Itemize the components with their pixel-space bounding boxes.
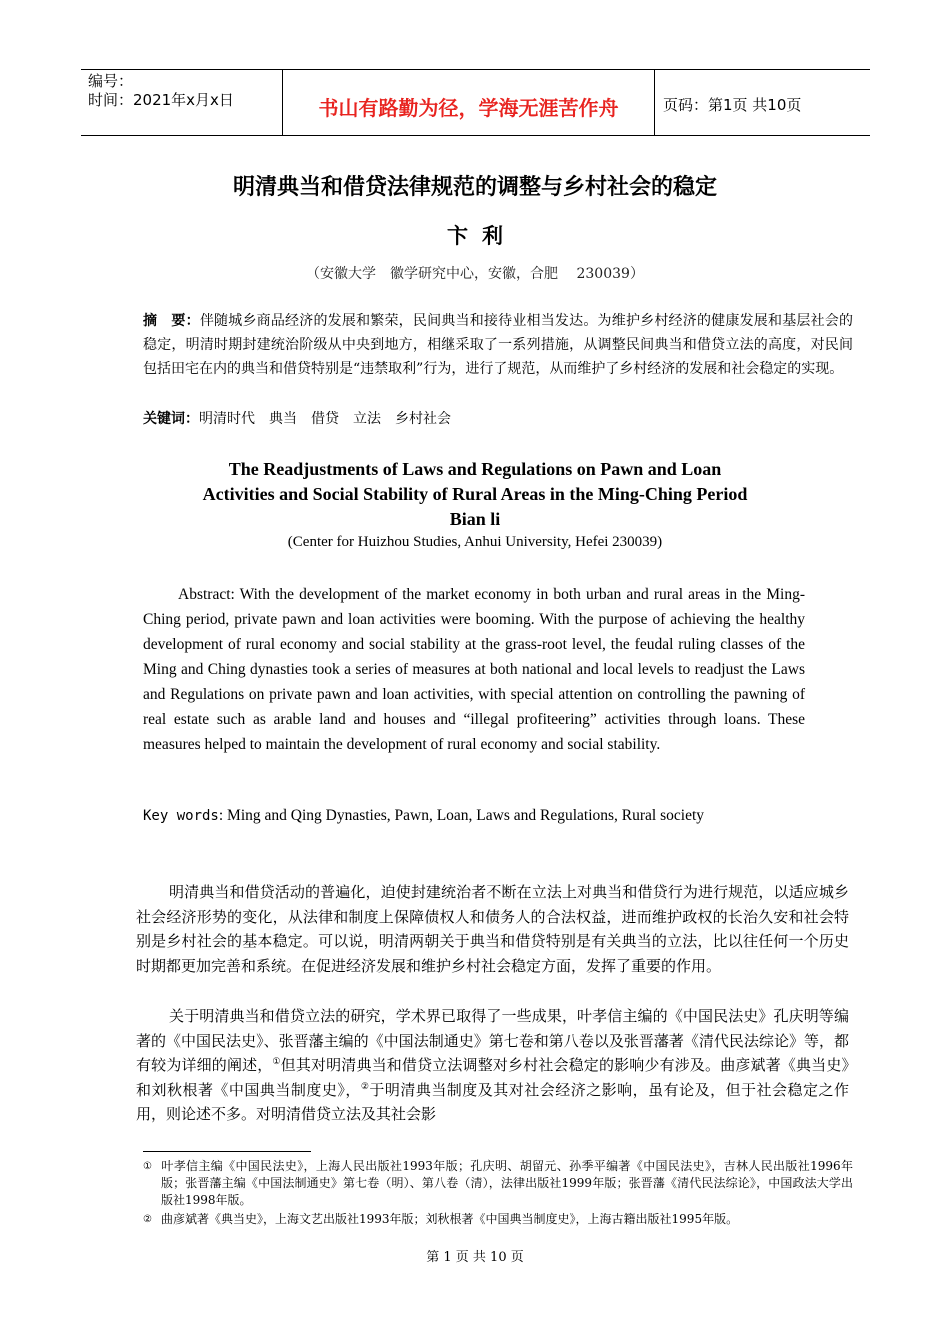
- footnote-2-mark: ②: [143, 1214, 152, 1225]
- footnote-1: [143, 1158, 853, 1209]
- footnote-2: [143, 1211, 853, 1228]
- keywords-en-label: Key words: [143, 808, 219, 824]
- author-en: Bian li: [449, 509, 501, 529]
- keywords-en-text: : Ming and Qing Dynasties, Pawn, Loan, Laws and Regulations, Rural society: [218, 807, 705, 824]
- body-paragraph-1: 明清典当和借贷活动的普遍化，迫使封建统治者不断在立法上对典当和借贷行为进行规范，以适应城乡社会经济形势的变化，从法律和制度上保障债权人和债务人的合法权益，进而维护政权的长治久安和社会特别是乡村社会的基本稳定。可以说，明清两朝关于典当和借贷特别是有关典当的立法，比以往任何一个历史时期都更加完善和系统。在促进经济发展和维护乡村社会稳定方面，发挥了重要的作用。: [136, 883, 849, 975]
- footnote-ref-2[interactable]: ②: [360, 1081, 370, 1092]
- header-motto: 书山有路勤为径，学海无涯苦作舟: [318, 96, 619, 120]
- header-divider-right: [654, 69, 655, 136]
- header-date: 时间：2021年x月x日: [88, 91, 234, 109]
- footnote-separator: [143, 1151, 311, 1152]
- keywords-cn: [143, 408, 853, 430]
- abstract-cn-text: 伴随城乡商品经济的发展和繁荣，民间典当和接待业相当发达。为维护乡村经济的健康发展和基层社会的稳定，明清时期封建统治阶级从中央到地方，相继采取了一系列措施，从调整民间典当和借贷立法的高度，对民间包括田宅在内的典当和借贷特别是“违禁取利”行为，进行了规范，从而维护了乡村经济的发展和社会稳定的实现。: [143, 313, 854, 377]
- header-top-rule: [81, 69, 870, 70]
- title-en-line2: Activities and Social Stability of Rural Areas in the Ming-Ching Period: [202, 484, 748, 504]
- keywords-cn-text: 明清时代 典当 借贷 立法 乡村社会: [199, 411, 451, 427]
- abstract-cn-label: 摘 要：: [143, 313, 200, 329]
- body-p2-part-b: 但其对明清典当和借贷立法调整对乡村社会稳定的影响少有涉及。曲彦斌著《典当史》和刘秋根著《中国典当制度史》，: [136, 1056, 849, 1099]
- body-paragraph-2: [136, 1004, 849, 1127]
- page-title-cn: 明清典当和借贷法律规范的调整与乡村社会的稳定: [232, 175, 717, 200]
- header-bottom-rule: [81, 135, 870, 136]
- footnote-ref-1[interactable]: ①: [272, 1057, 281, 1067]
- body-p2-part-a: 关于明清典当和借贷立法的研究，学术界已取得了一些成果，叶孝信主编的《中国民法史》孔庆明等编著的《中国民法史》、张晋藩主编的《中国法制通史》第七卷和第八卷以及张晋藩著《清代民法综论》等，都有较为详细的阐述，: [136, 1007, 849, 1074]
- abstract-cn: [143, 309, 853, 381]
- affiliation-cn: （安徽大学 徽学研究中心，安徽，合肥 230039）: [306, 266, 644, 282]
- body-p2-part-c: 于明清典当制度及其对社会经济之影响，虽有论及，但于社会稳定之作用，则论述不多。对明清借贷立法及其社会影: [136, 1080, 849, 1123]
- keywords-en: [143, 807, 843, 825]
- header-page-label: 页码：第1页 共10页: [663, 96, 802, 114]
- affiliation-en: (Center for Huizhou Studies, Anhui University, Hefei 230039): [287, 534, 663, 550]
- header-number-label: 编号：: [88, 72, 134, 90]
- footnote-1-mark: ①: [143, 1161, 152, 1172]
- page-title-en: [0, 457, 950, 532]
- footnote-2-text: 曲彦斌著《典当史》，上海文艺出版社1993年版；刘秋根著《中国典当制度史》，上海古籍出版社1995年版。: [161, 1212, 739, 1226]
- footnote-1-text: 叶孝信主编《中国民法史》，上海人民出版社1993年版；孔庆明、胡留元、孙季平编著《中国民法史》，吉林人民出版社1996年版；张晋藩主编《中国法制通史》第七卷（明）、第八卷（清），法律出版社1999年版；张晋藩《清代民法综论》，中国政法大学出版社1998年版。: [161, 1159, 853, 1207]
- abstract-en: Abstract: With the development of the market economy in both urban and rural areas in the Ming-Ching period, private pawn and loan activities were booming. With the purpose of achieving the healthy development of rural economy and social stability at the grass-root level, the feudal ruling classes of the Ming and Ching dynasties took a series of measures at both national and local levels to readjust the Laws and Regulations on private pawn and loan activities, with special attention on controlling the pawning of real estate such as arable land and houses and “illegal profiteering” activities through loans. These measures helped to maintain the development of rural economy and social stability.: [143, 586, 805, 753]
- author-cn: 卞利: [447, 224, 517, 248]
- page-footer: 第 1 页 共 10 页: [426, 1250, 524, 1265]
- keywords-cn-label: 关键词：: [143, 411, 199, 427]
- title-en-line1: The Readjustments of Laws and Regulations on Pawn and Loan: [228, 459, 722, 479]
